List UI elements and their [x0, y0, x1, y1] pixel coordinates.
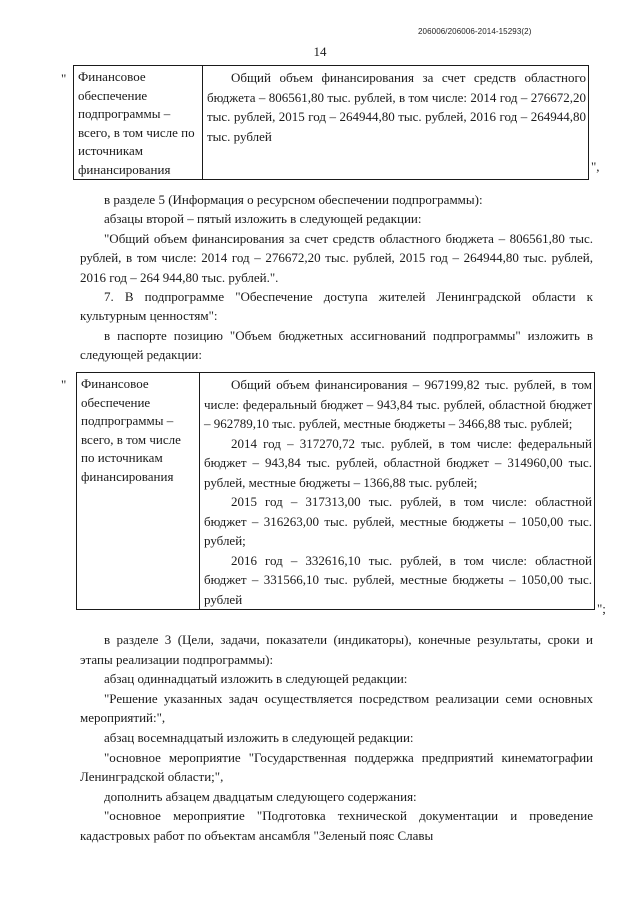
paragraph: дополнить абзацем двадцатым следующего содержания: [104, 788, 417, 804]
table1-open-quote: " [61, 71, 67, 86]
paragraph: "основное мероприятие "Государственная поддержка предприятий кинематографии Ленинградской области;", [80, 749, 593, 785]
page-number: 14 [313, 44, 327, 59]
paragraph: в разделе 3 (Цели, задачи, показатели (индикаторы), конечные результаты, сроки и этапы реализации подпрограммы): [80, 632, 593, 667]
paragraph: абзацы второй – пятый изложить в следующей редакции: [104, 211, 422, 227]
table1-label: Финансовое обеспечение подпрограммы – всего, в том числе по источникам финансирования [74, 66, 203, 180]
table2-paragraph: 2014 год – 317270,72 тыс. рублей, в том числе: федеральный бюджет – 943,84 тыс. рублей, областной бюджет – 314960,00 тыс. рублей, местные бюджеты – 1366,88 тыс. рублей; [204, 435, 592, 490]
paragraph: абзац восемнадцатый изложить в следующей редакции: [104, 729, 414, 745]
table2-paragraph: 2016 год – 332616,10 тыс. рублей, в том числе: областной бюджет – 331566,10 тыс. рублей, местные бюджеты – 1050,00 тыс. рублей [204, 552, 592, 607]
table2-paragraph: 2015 год – 317313,00 тыс. рублей, в том числе: областной бюджет – 316263,00 тыс. рублей, местные бюджеты – 1050,00 тыс. рублей; [204, 494, 592, 548]
paragraph: 7. В подпрограмме "Обеспечение доступа жителей Ленинградской области к культурным ценностям": [80, 289, 593, 324]
section-2-text [80, 630, 593, 846]
paragraph: "основное мероприятие "Подготовка технической документации и проведение кадастровых работ по объектам ансамбля "Зеленый пояс Славы [80, 808, 593, 843]
paragraph: абзац одиннадцатый изложить в следующей редакции: [104, 671, 408, 687]
table2-label: Финансовое обеспечение подпрограммы – всего, в том числе по источникам финансирования [77, 373, 200, 610]
table1-close-quote: ", [591, 159, 600, 174]
table2-close-quote: "; [597, 601, 606, 616]
passport-table-2 [76, 372, 595, 610]
document-id: 206006/206006-2014-15293(2) [418, 27, 532, 36]
table2-paragraph: Общий объем финансирования – 967199,82 тыс. рублей, в том числе: федеральный бюджет – 943,84 тыс. рублей, областной бюджет – 962789,10 тыс. рублей, местные бюджеты – 3466,88 тыс. рублей; [204, 377, 592, 431]
paragraph: в паспорте позицию "Объем бюджетных ассигнований подпрограммы" изложить в следующей редакции: [80, 327, 593, 363]
paragraph: в разделе 5 (Информация о ресурсном обеспечении подпрограммы): [104, 192, 483, 207]
table2-open-quote: " [61, 377, 67, 392]
table1-value: Общий объем финансирования за счет средств областного бюджета – 806561,80 тыс. рублей, в том числе: 2014 год – 276672,20 тыс. рублей, 2015 год – 264944,80 тыс. рублей, 2016 год – 264944,80 тыс. рублей [203, 66, 589, 180]
passport-table-1 [73, 65, 589, 180]
section-1-text [80, 190, 593, 365]
paragraph: "Общий объем финансирования за счет средств областного бюджета – 806561,80 тыс. рублей, в том числе: 2014 год – 276672,20 тыс. рублей, 2015 год – 264944,80 тыс. рублей, 2016 год – 264 944,80 тыс. рублей.". [80, 230, 593, 285]
table2-value [200, 373, 595, 610]
paragraph: "Решение указанных задач осуществляется посредством реализации семи основных мероприятий:", [80, 690, 593, 726]
